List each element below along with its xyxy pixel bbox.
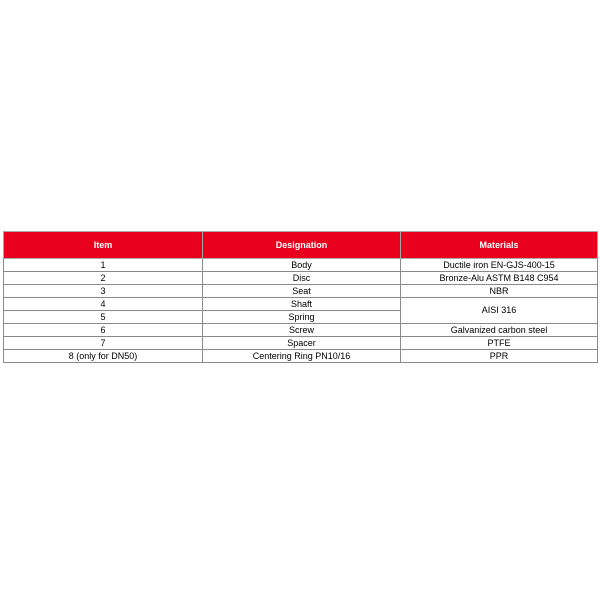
table-row <box>4 298 598 311</box>
header-item: Item <box>4 232 203 259</box>
cell-item: 8 (only for DN50) <box>4 350 203 363</box>
cell-designation: Spring <box>203 311 401 324</box>
cell-material: Ductile iron EN-GJS-400-15 <box>401 259 598 272</box>
cell-designation: Screw <box>203 324 401 337</box>
cell-designation: Centering Ring PN10/16 <box>203 350 401 363</box>
cell-material: NBR <box>401 285 598 298</box>
cell-item: 7 <box>4 337 203 350</box>
cell-material: PPR <box>401 350 598 363</box>
cell-material: Galvanized carbon steel <box>401 324 598 337</box>
cell-material: PTFE <box>401 337 598 350</box>
header-designation: Designation <box>203 232 401 259</box>
table-row <box>4 337 598 350</box>
cell-designation: Shaft <box>203 298 401 311</box>
header-materials: Materials <box>401 232 598 259</box>
cell-item: 1 <box>4 259 203 272</box>
table-row <box>4 272 598 285</box>
cell-designation: Seat <box>203 285 401 298</box>
table-row <box>4 350 598 363</box>
table-row <box>4 324 598 337</box>
cell-item: 5 <box>4 311 203 324</box>
cell-item: 3 <box>4 285 203 298</box>
cell-item: 2 <box>4 272 203 285</box>
table-header-row <box>4 232 598 259</box>
table-row <box>4 259 598 272</box>
cell-material: Bronze-Alu ASTM B148 C954 <box>401 272 598 285</box>
cell-designation: Disc <box>203 272 401 285</box>
parts-materials-table <box>3 231 598 363</box>
cell-item: 4 <box>4 298 203 311</box>
table-row <box>4 285 598 298</box>
cell-material-merged: AISI 316 <box>401 298 598 324</box>
cell-designation: Spacer <box>203 337 401 350</box>
cell-designation: Body <box>203 259 401 272</box>
cell-item: 6 <box>4 324 203 337</box>
